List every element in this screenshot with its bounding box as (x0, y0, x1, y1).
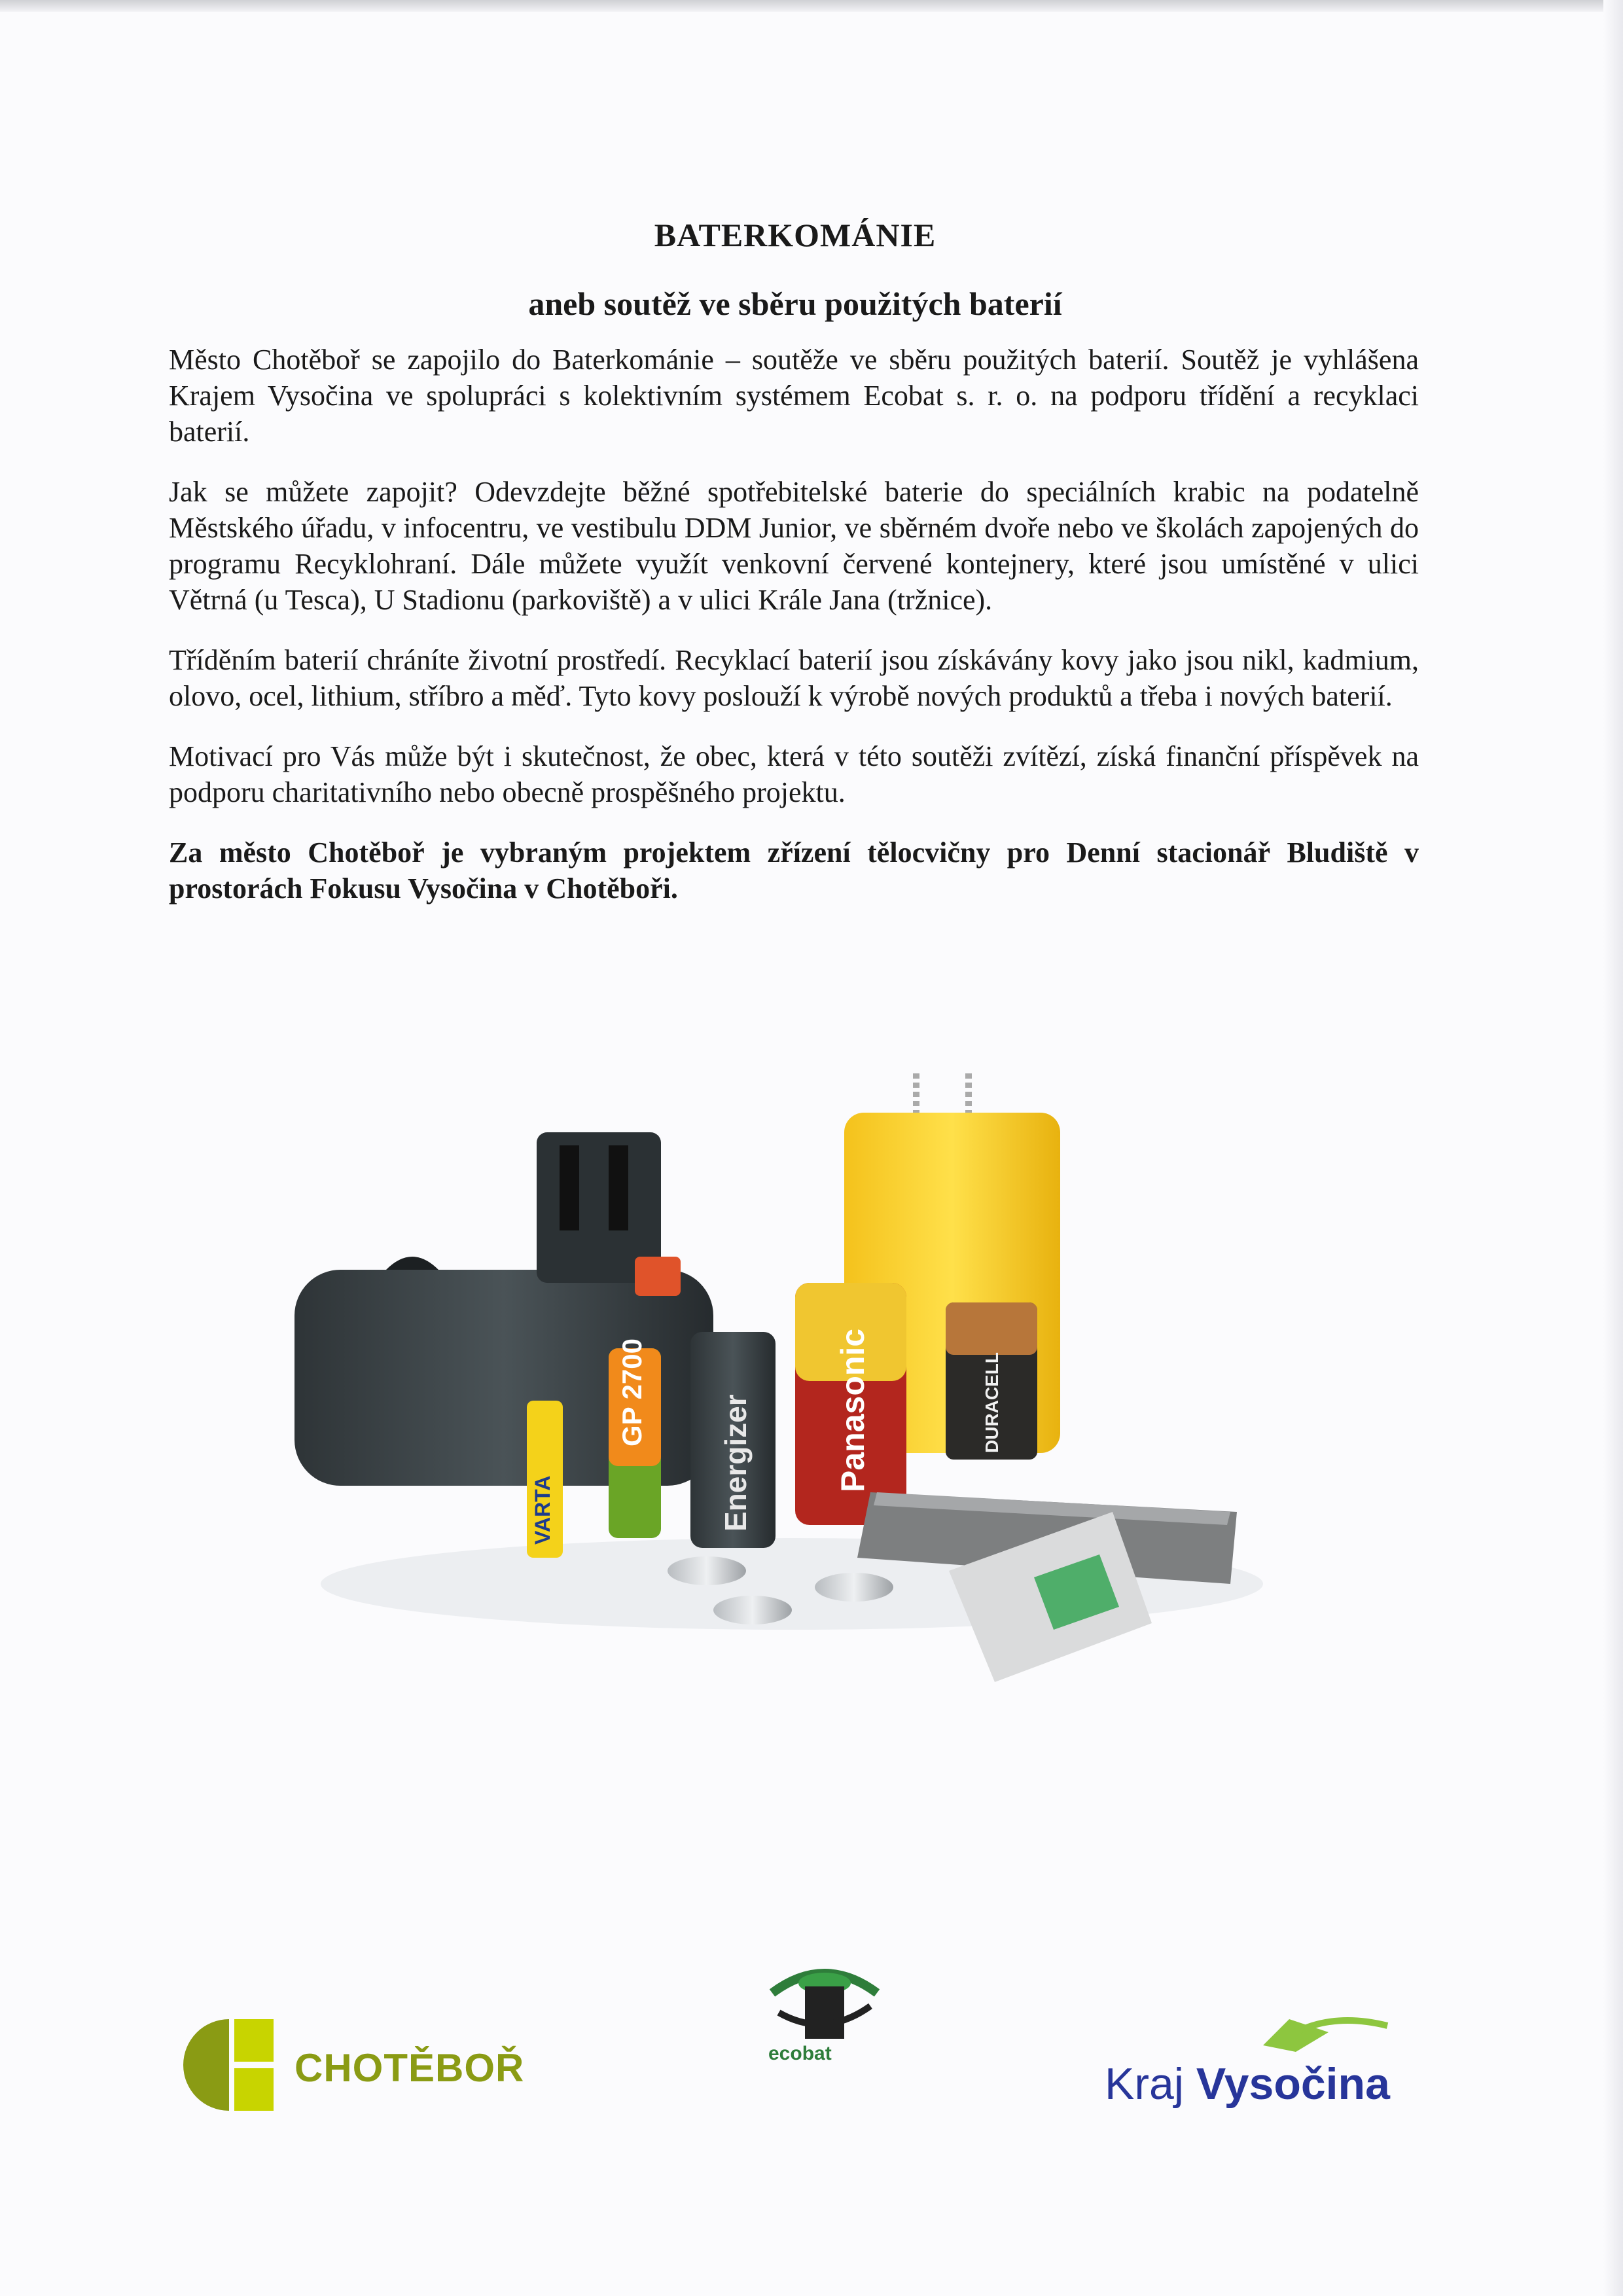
chotebor-emblem-icon (177, 2013, 281, 2117)
paragraph-how-to-join: Jak se můžete zapojit? Odevzdejte běžné spotřebitelské baterie do speciálních krabic na podatelně Městského úřadu, v infocentru, ve vestibulu DDM Junior, ve sběrném dvoře nebo ve školách zapojených do programu Recyklohraní. Dále můžete využít venkovní červené kontejnery, které jsou umístěné v ulici Větrná (u Tesca), U Stadionu (parkoviště) a v ulici Krále Jana (tržnice). (169, 476, 1419, 616)
panasonic-d-battery (795, 1283, 906, 1525)
energizer-label: Energizer (719, 1394, 753, 1532)
duracell-9v-battery (946, 1302, 1037, 1460)
kraj-name: Vysočina (1196, 2059, 1390, 2109)
paragraph-intro: Město Chotěboř se zapojilo do Baterkománie – soutěže ve sběru použitých baterií. Soutěž je vyhlášena Krajem Vysočina ve spolupráci s kolektivním systémem Ecobat s. r. o. na podporu třídění a recyklaci baterií. (169, 344, 1419, 448)
ecobat-battery-icon (759, 1954, 890, 2045)
varta-label: VARTA (531, 1475, 554, 1545)
scan-top-edge (0, 0, 1623, 12)
duracell-label: DURACELL (982, 1352, 1002, 1453)
energizer-c-battery (690, 1332, 776, 1548)
page-title: BATERKOMÁNIE (654, 217, 936, 253)
kraj-vysocina-logo (1099, 2006, 1400, 2117)
ecobat-logo (759, 1954, 890, 2072)
paragraph-motivation: Motivací pro Vás může být i skutečnost, že obec, která v této soutěži zvítězí, získá finanční příspěvek na podporu charitativního nebo obecně prospěšného projektu. (169, 740, 1419, 808)
gp-aa-battery (609, 1338, 661, 1538)
chotebor-logo (177, 2013, 543, 2117)
panasonic-label: Panasonic (834, 1328, 871, 1492)
ecobat-logo-text: ecobat (768, 2043, 832, 2064)
scan-right-edge (1603, 0, 1623, 2296)
batteries-photo (294, 1073, 1302, 1689)
article-body (169, 342, 1419, 931)
gp-label: GP 2700 (616, 1338, 647, 1446)
paragraph-selected-project: Za město Chotěboř je vybraným projektem zřízení tělocvičny pro Denní stacionář Bludiště v prostorách Fokusu Vysočina v Chotěboři. (169, 836, 1419, 905)
page-subtitle: aneb soutěž ve sběru použitých baterií (528, 285, 1062, 322)
varta-aaa-battery (527, 1401, 563, 1558)
chotebor-logo-text: CHOTĚBOŘ (294, 2046, 525, 2090)
kraj-logo-text (1105, 2058, 1390, 2109)
kraj-prefix: Kraj (1105, 2059, 1184, 2109)
paragraph-environment: Tříděním baterií chráníte životní prostředí. Recyklací baterií jsou získávány kovy jako jsou nikl, kadmium, olovo, ocel, lithium, stříbro a měď. Tyto kovy poslouží k výrobě nových produktů a třeba i nových baterií. (169, 644, 1419, 712)
kraj-swoosh-icon (1099, 2006, 1400, 2058)
